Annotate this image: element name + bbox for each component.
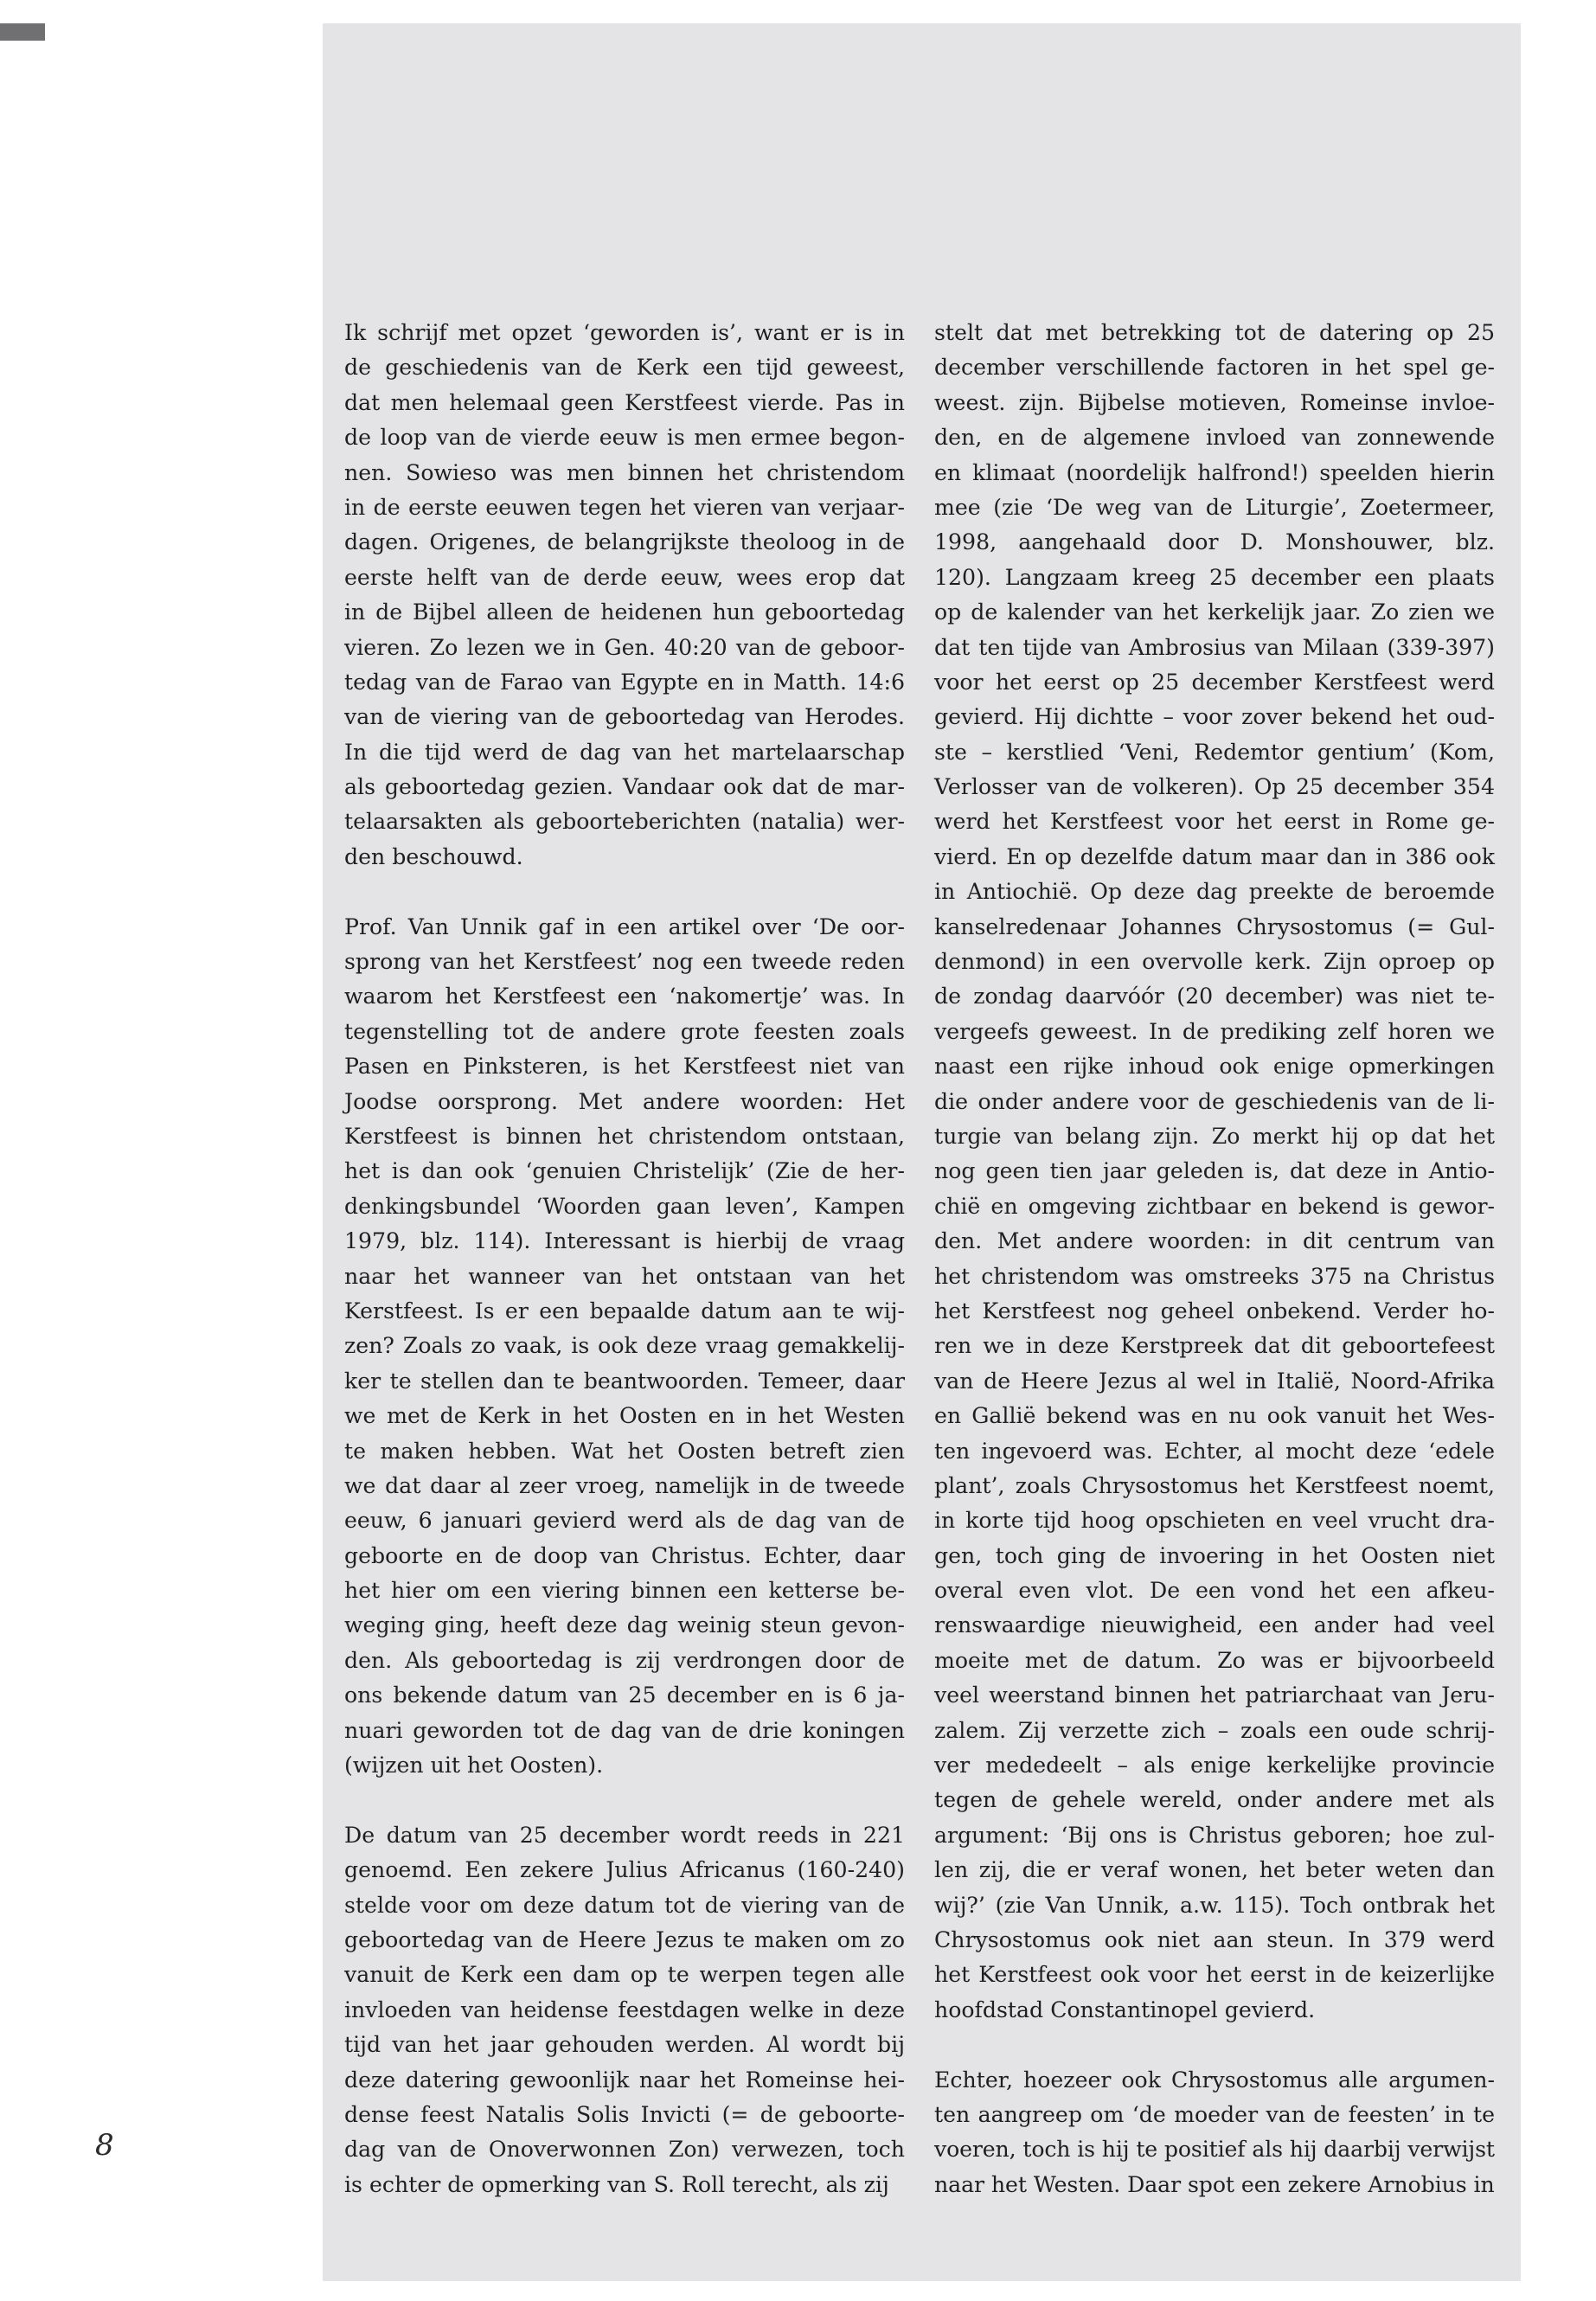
text-line: voeren, toch is hij te positief als hij daarbij verwijst [934,2137,1495,2163]
text-line: waarom het Kerstfeest een ‘nakomertje’ was. In [344,984,905,1009]
text-line: dagen. Origenes, de belangrijkste theoloog in de [344,529,905,555]
text-line: voor het eerst op 25 december Kerstfeest werd [934,669,1495,695]
text-line: overal even vlot. De een vond het een afkeu- [934,1578,1495,1604]
text-line: turgie van belang zijn. Zo merkt hij op dat het [934,1123,1495,1149]
text-line: in Antiochië. Op deze dag preekte de beroemde [934,879,1495,905]
text-line: deze datering gewoonlijk naar het Romeinse hei- [344,2067,905,2093]
text-line: naast een rijke inhoud ook enige opmerkingen [934,1054,1495,1080]
corner-tab-marker [0,23,45,41]
text-line: 1998, aangehaald door D. Monshouwer, blz. [934,529,1495,555]
text-line: plant’, zoals Chrysostomus het Kerstfeest noemt, [934,1472,1495,1498]
text-line: dat ten tijde van Ambrosius van Milaan (339-397) [934,634,1495,660]
text-line: te maken hebben. Wat het Oosten betreft zien [344,1438,905,1464]
text-line: stelde voor om deze datum tot de viering van de [344,1892,905,1918]
text-line: naar het Westen. Daar spot een zekere Arnobius in [934,2171,1495,2197]
paragraph [344,1818,905,2202]
paragraph [344,910,905,1784]
text-line: (wijzen uit het Oosten). [344,1753,604,1779]
text-line: tegenstelling tot de andere grote feesten zoals [344,1018,905,1044]
text-line: Prof. Van Unnik gaf in een artikel over ‘De oor- [344,913,905,939]
text-line: vergeefs geweest. In de prediking zelf horen we [934,1018,1495,1044]
text-line: nog geen tien jaar geleden is, dat deze in Antio- [934,1158,1495,1184]
text-line: nen. Sowieso was men binnen het christendom [344,459,905,485]
text-line: Kerstfeest is binnen het christendom ontstaan, [344,1123,905,1149]
text-line: dense feest Natalis Solis Invicti (= de geboorte- [344,2101,905,2127]
text-line: moeite met de datum. Zo was er bijvoorbeeld [934,1647,1495,1673]
text-line: invloeden van heidense feestdagen welke in deze [344,1997,905,2022]
text-line: weging ging, heeft deze dag weinig steun gevon- [344,1612,905,1638]
right-text-column [934,316,1495,2202]
text-line: tijd van het jaar gehouden werden. Al wordt bij [344,2032,905,2058]
paragraph-gap [934,2028,1495,2062]
text-line: Echter, hoezeer ook Chrysostomus alle argumen- [934,2067,1495,2093]
text-line: wij?’ (zie Van Unnik, a.w. 115). Toch ontbrak het [934,1892,1495,1918]
text-line: veel weerstand binnen het patriarchaat van Jeru- [934,1682,1495,1708]
text-line: ten ingevoerd was. Echter, al mocht deze ‘edele [934,1438,1495,1464]
text-line: gevierd. Hij dichtte – voor zover bekend het oud- [934,704,1495,730]
text-line: tegen de gehele wereld, onder andere met als [934,1787,1495,1813]
text-line: naar het wanneer van het ontstaan van het [344,1263,905,1289]
text-line: tedag van de Farao van Egypte en in Matth. 14:6 [344,669,905,695]
text-line: is echter de opmerking van S. Roll terecht, als zij [344,2171,889,2197]
text-line: dag van de Onoverwonnen Zon) verwezen, toch [344,2137,905,2163]
text-line: nuari geworden tot de dag van de drie koningen [344,1717,905,1743]
text-line: zen? Zoals zo vaak, is ook deze vraag gemakkelij- [344,1333,905,1359]
text-line: Ik schrijf met opzet ‘geworden is’, want er is in [344,320,905,345]
text-line: december verschillende factoren in het spel ge- [934,355,1495,381]
text-line: geboorte en de doop van Christus. Echter, daar [344,1542,905,1568]
text-line: Pasen en Pinksteren, is het Kerstfeest niet van [344,1054,905,1080]
text-line: als geboortedag gezien. Vandaar ook dat de mar- [344,774,905,800]
page-number: 8 [95,2128,114,2163]
text-line: Joodse oorsprong. Met andere woorden: Het [344,1088,905,1114]
text-line: van de Heere Jezus al wel in Italië, Noord-Afrika [934,1368,1495,1394]
text-line: we dat daar al zeer vroeg, namelijk in de tweede [344,1472,905,1498]
paragraph [934,316,1495,2028]
text-line: den. Als geboortedag is zij verdrongen door de [344,1647,905,1673]
text-line: stelt dat met betrekking tot de datering op 25 [934,320,1495,345]
text-line: de geschiedenis van de Kerk een tijd geweest, [344,355,905,381]
text-line: den beschouwd. [344,843,523,869]
text-line: telaarsakten als geboorteberichten (natalia) wer- [344,809,905,835]
text-line: vanuit de Kerk een dam op te werpen tegen alle [344,1962,905,1988]
text-line: het Kerstfeest nog geheel onbekend. Verder ho- [934,1298,1495,1324]
text-line: we met de Kerk in het Oosten en in het Westen [344,1403,905,1429]
paragraph [934,2063,1495,2203]
text-line: kanselredenaar Johannes Chrysostomus (= Gul- [934,913,1495,939]
text-line: hoofdstad Constantinopel gevierd. [934,1997,1316,2022]
text-line: ons bekende datum van 25 december en is 6 ja- [344,1682,905,1708]
text-line: van de viering van de geboortedag van Herodes. [344,704,905,730]
text-line: Chrysostomus ook niet aan steun. In 379 werd [934,1926,1495,1952]
text-line: eeuw, 6 januari gevierd werd als de dag van de [344,1508,905,1534]
text-line: sprong van het Kerstfeest’ nog een tweede reden [344,949,905,975]
text-line: In die tijd werd de dag van het martelaarschap [344,739,905,765]
text-line: in de Bijbel alleen de heidenen hun geboortedag [344,599,905,625]
text-line: ten aangreep om ‘de moeder van de feesten’ in te [934,2101,1495,2127]
text-line: vierd. En op dezelfde datum maar dan in 386 ook [934,843,1495,869]
text-line: ker te stellen dan te beantwoorden. Temeer, daar [344,1368,905,1394]
text-line: het Kerstfeest ook voor het eerst in de keizerlijke [934,1962,1495,1988]
text-line: en klimaat (noordelijk halfrond!) speelden hierin [934,459,1495,485]
text-line: geboortedag van de Heere Jezus te maken om zo [344,1926,905,1952]
text-line: dat men helemaal geen Kerstfeest vierde. Pas in [344,389,905,415]
text-line: zalem. Zij verzette zich – zoals een oude schrij- [934,1717,1495,1743]
text-line: gen, toch ging de invoering in het Oosten niet [934,1542,1495,1568]
text-line: ste – kerstlied ‘Veni, Redemtor gentium’ (Kom, [934,739,1495,765]
text-line: ver mededeelt – als enige kerkelijke provincie [934,1753,1495,1779]
text-line: ren we in deze Kerstpreek dat dit geboortefeest [934,1333,1495,1359]
text-line: het hier om een viering binnen een ketterse be- [344,1578,905,1604]
text-line: denkingsbundel ‘Woorden gaan leven’, Kampen [344,1193,905,1219]
text-line: genoemd. Een zekere Julius Africanus (160-240) [344,1857,905,1883]
text-line: weest. zijn. Bijbelse motieven, Romeinse invloe- [934,389,1495,415]
paragraph [344,316,905,875]
text-line: 120). Langzaam kreeg 25 december een plaats [934,564,1495,590]
text-line: het is dan ook ‘genuien Christelijk’ (Zie de her- [344,1158,905,1184]
text-line: len zij, die er veraf wonen, het beter weten dan [934,1857,1495,1883]
text-line: werd het Kerstfeest voor het eerst in Rome ge- [934,809,1495,835]
left-text-column [344,316,905,2202]
text-line: den, en de algemene invloed van zonnewende [934,425,1495,451]
text-line: eerste helft van de derde eeuw, wees erop dat [344,564,905,590]
text-line: Verlosser van de volkeren). Op 25 december 354 [934,774,1495,800]
text-line: den. Met andere woorden: in dit centrum van [934,1228,1495,1254]
text-line: 1979, blz. 114). Interessant is hierbij de vraag [344,1228,905,1254]
paragraph-gap [344,1783,905,1817]
text-line: het christendom was omstreeks 375 na Christus [934,1263,1495,1289]
text-line: Kerstfeest. Is er een bepaalde datum aan te wij- [344,1298,905,1324]
text-line: vieren. Zo lezen we in Gen. 40:20 van de geboor- [344,634,905,660]
text-line: argument: ‘Bij ons is Christus geboren; hoe zul- [934,1822,1495,1848]
text-line: chië en omgeving zichtbaar en bekend is gewor- [934,1193,1495,1219]
text-line: de zondag daarvóór (20 december) was niet te- [934,984,1495,1009]
text-line: mee (zie ‘De weg van de Liturgie’, Zoetermeer, [934,494,1495,520]
text-line: in korte tijd hoog opschieten en veel vrucht dra- [934,1508,1495,1534]
text-line: De datum van 25 december wordt reeds in 221 [344,1822,905,1848]
text-line: denmond) in een overvolle kerk. Zijn oproep op [934,949,1495,975]
text-line: op de kalender van het kerkelijk jaar. Zo zien we [934,599,1495,625]
paragraph-gap [344,875,905,909]
text-line: die onder andere voor de geschiedenis van de li- [934,1088,1495,1114]
text-line: renswaardige nieuwigheid, een ander had veel [934,1612,1495,1638]
text-line: in de eerste eeuwen tegen het vieren van verjaar- [344,494,905,520]
text-line: de loop van de vierde eeuw is men ermee begon- [344,425,905,451]
text-line: en Gallië bekend was en nu ook vanuit het Wes- [934,1403,1495,1429]
